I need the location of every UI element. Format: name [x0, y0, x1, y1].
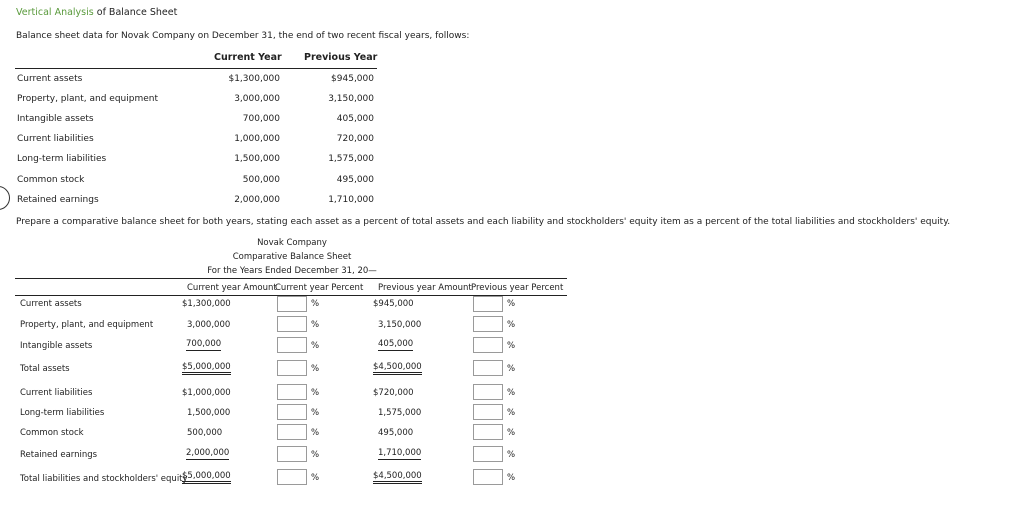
title-accent: Vertical Analysis [16, 7, 94, 18]
col-current-percent: Current year Percent [275, 283, 364, 293]
col-previous-year: Previous Year [304, 52, 378, 63]
current-percent-input[interactable] [277, 296, 307, 312]
col-previous-percent: Previous year Percent [471, 283, 564, 293]
data-row-previous: 1,575,000 [328, 154, 374, 164]
percent-sign: % [507, 299, 516, 309]
previous-amount: $4,500,000 [373, 362, 422, 375]
statement-row-label: Common stock [20, 428, 84, 438]
previous-percent-input[interactable] [473, 469, 503, 485]
percent-sign: % [311, 320, 320, 330]
data-row-current: 1,500,000 [234, 154, 280, 164]
current-amount: 2,000,000 [186, 448, 230, 458]
current-percent-input[interactable] [277, 446, 307, 462]
data-row-previous: 3,150,000 [328, 94, 374, 104]
percent-sign: % [507, 473, 516, 483]
previous-amount: $720,000 [373, 388, 414, 398]
percent-sign: % [311, 450, 320, 460]
data-row-previous: 495,000 [336, 175, 374, 185]
percent-sign: % [507, 320, 516, 330]
data-row-previous: 1,710,000 [328, 195, 374, 205]
previous-percent-input[interactable] [473, 316, 503, 332]
statement-row-label: Current assets [20, 299, 82, 309]
data-header-rule [15, 68, 377, 69]
percent-sign: % [507, 341, 516, 351]
percent-sign: % [311, 408, 320, 418]
previous-amount: 1,710,000 [378, 448, 422, 458]
col-current-amount: Current year Amount [187, 283, 277, 293]
current-amount: $5,000,000 [182, 471, 231, 484]
statement-row-label: Long-term liabilities [20, 408, 105, 418]
current-percent-input[interactable] [277, 469, 307, 485]
previous-amount: $945,000 [373, 299, 414, 309]
statement-row-label: Property, plant, and equipment [20, 320, 154, 330]
intro-text: Balance sheet data for Novak Company on December 31, the end of two recent fiscal years, follows: [16, 31, 470, 41]
percent-sign: % [507, 388, 516, 398]
previous-percent-input[interactable] [473, 337, 503, 353]
current-percent-input[interactable] [277, 384, 307, 400]
data-row-previous: 720,000 [336, 134, 374, 144]
current-percent-input[interactable] [277, 404, 307, 420]
data-row-label: Long-term liabilities [17, 154, 107, 164]
previous-amount: $4,500,000 [373, 471, 422, 484]
statement-period: For the Years Ended December 31, 20— [207, 266, 377, 276]
data-row-label: Common stock [17, 175, 85, 185]
current-percent-input[interactable] [277, 316, 307, 332]
scroll-marker [0, 186, 10, 210]
previous-percent-input[interactable] [473, 384, 503, 400]
previous-amount: 3,150,000 [378, 320, 422, 330]
previous-amount: 495,000 [378, 428, 414, 438]
percent-sign: % [311, 388, 320, 398]
statement-row-label: Retained earnings [20, 450, 98, 460]
data-row-label: Current assets [17, 74, 83, 84]
current-amount: 700,000 [186, 339, 222, 349]
data-row-current: 500,000 [242, 175, 280, 185]
statement-row-label: Intangible assets [20, 341, 93, 351]
percent-sign: % [311, 428, 320, 438]
percent-sign: % [507, 450, 516, 460]
previous-percent-input[interactable] [473, 296, 503, 312]
data-row-label: Current liabilities [17, 134, 94, 144]
previous-percent-input[interactable] [473, 360, 503, 376]
data-row-current: 2,000,000 [234, 195, 280, 205]
current-amount: 1,500,000 [187, 408, 231, 418]
current-percent-input[interactable] [277, 337, 307, 353]
data-row-previous: $945,000 [331, 74, 374, 84]
percent-sign: % [311, 473, 320, 483]
statement-top-rule [15, 278, 567, 279]
statement-name: Comparative Balance Sheet [232, 252, 352, 262]
percent-sign: % [507, 364, 516, 374]
data-row-label: Property, plant, and equipment [17, 94, 158, 104]
percent-sign: % [311, 341, 320, 351]
title-rest: of Balance Sheet [93, 7, 178, 18]
percent-sign: % [311, 364, 320, 374]
col-previous-amount: Previous year Amount [378, 283, 472, 293]
previous-percent-input[interactable] [473, 446, 503, 462]
current-amount: 500,000 [187, 428, 223, 438]
data-row-current: $1,300,000 [228, 74, 280, 84]
company-name: Novak Company [257, 238, 327, 248]
current-percent-input[interactable] [277, 424, 307, 440]
data-row-current: 700,000 [242, 114, 280, 124]
data-row-label: Retained earnings [17, 195, 99, 205]
data-row-current: 1,000,000 [234, 134, 280, 144]
current-amount: $5,000,000 [182, 362, 231, 375]
current-percent-input[interactable] [277, 360, 307, 376]
data-row-current: 3,000,000 [234, 94, 280, 104]
instruction-text: Prepare a comparative balance sheet for both years, stating each asset as a percent of total assets and each liability and stockholders' equity item as a percent of the total liabilities and stockholders' equity. [16, 217, 951, 227]
previous-percent-input[interactable] [473, 424, 503, 440]
percent-sign: % [507, 428, 516, 438]
current-amount: $1,000,000 [182, 388, 231, 398]
col-current-year: Current Year [214, 52, 282, 63]
statement-row-label: Current liabilities [20, 388, 93, 398]
data-row-previous: 405,000 [336, 114, 374, 124]
statement-row-label: Total assets [20, 364, 70, 374]
previous-percent-input[interactable] [473, 404, 503, 420]
data-row-label: Intangible assets [17, 114, 94, 124]
statement-row-label: Total liabilities and stockholders' equity [20, 474, 188, 484]
previous-amount: 1,575,000 [378, 408, 422, 418]
current-amount: $1,300,000 [182, 299, 231, 309]
page-title [16, 7, 177, 18]
current-amount: 3,000,000 [187, 320, 231, 330]
percent-sign: % [507, 408, 516, 418]
previous-amount: 405,000 [378, 339, 414, 349]
percent-sign: % [311, 299, 320, 309]
